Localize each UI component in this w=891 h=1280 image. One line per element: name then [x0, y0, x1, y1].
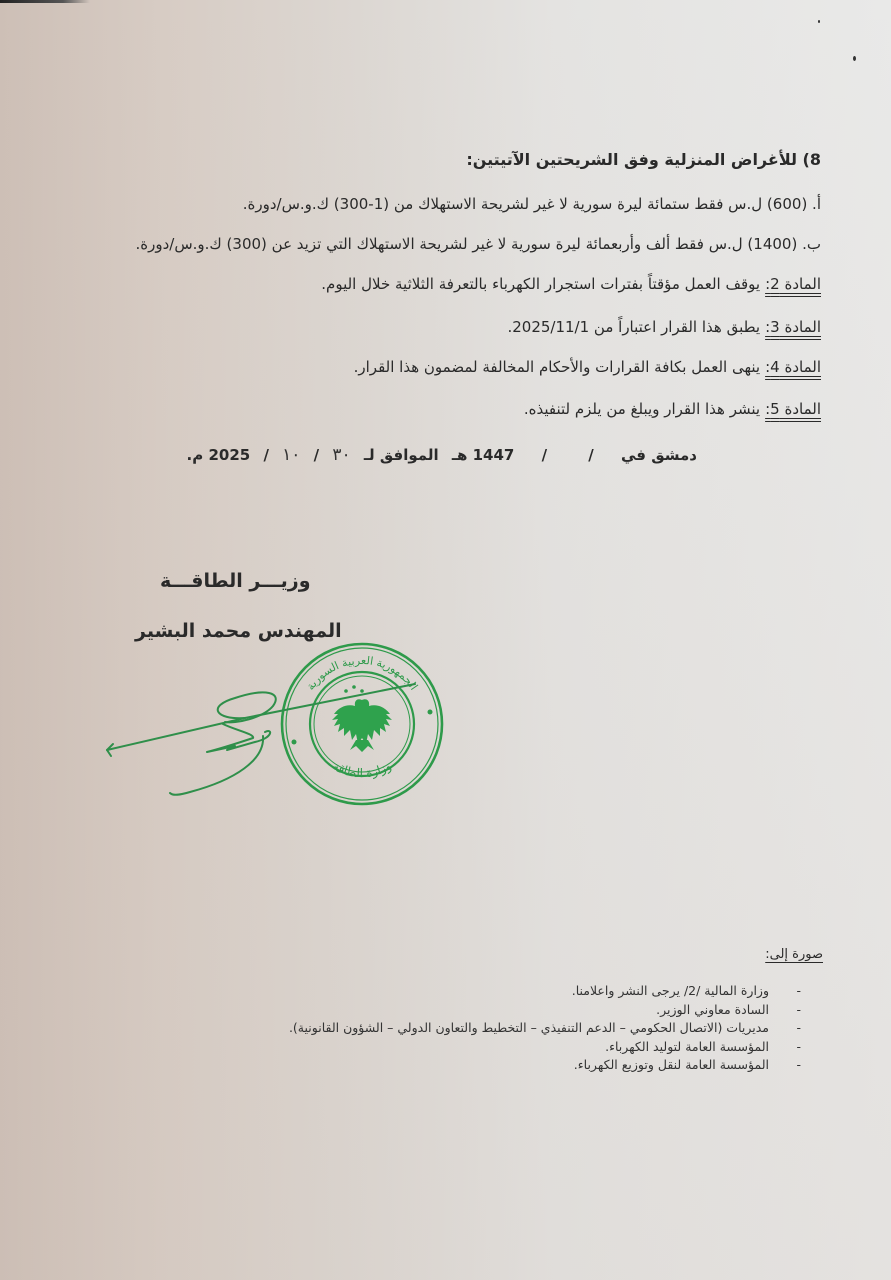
- cc-item: [289, 1001, 801, 1020]
- handwritten-month: ١٠: [282, 445, 301, 465]
- article-2-label: المادة 2:: [765, 275, 821, 293]
- paper-speck: [818, 20, 820, 23]
- photo-edge-shadow: [0, 0, 90, 3]
- list-bullet: -: [796, 1038, 801, 1054]
- date-sep: /: [313, 446, 320, 464]
- list-bullet: -: [796, 1020, 801, 1035]
- cc-list: [289, 982, 801, 1075]
- cc-item: [289, 1038, 801, 1057]
- paper-speck: [853, 56, 856, 61]
- minister-title: وزيـــر الطاقـــة: [160, 570, 311, 592]
- article-5-text: ينشر هذا القرار ويبلغ من يلزم لتنفيذه.: [523, 400, 761, 418]
- article-3-text: يطبق هذا القرار اعتباراً من 2025/11/1.: [507, 318, 761, 336]
- list-bullet: -: [796, 1057, 801, 1072]
- cc-item: [289, 1056, 801, 1075]
- stamp-top-text: الجمهورية العربية السورية: [303, 653, 421, 693]
- item-8-heading: 8) للأغراض المنزلية وفق الشريحتين الآتيتين:: [466, 150, 821, 169]
- article-3: [507, 318, 821, 336]
- handwritten-signature-icon: [95, 680, 425, 810]
- article-4-label: المادة 4:: [765, 358, 821, 376]
- cc-item-text: المؤسسة العامة لنقل وتوزيع الكهرباء.: [573, 1057, 769, 1072]
- cc-item-text: السادة معاوني الوزير.: [656, 1001, 769, 1017]
- cc-title: صورة إلى:: [765, 947, 823, 962]
- article-2-text: يوقف العمل مؤقتاً بفترات استجرار الكهرباء بالتعرفة الثلاثية خلال اليوم.: [321, 275, 761, 293]
- article-4: [354, 358, 821, 376]
- date-corresponding: الموافق لـ: [363, 446, 439, 464]
- cc-item-text: وزارة المالية /2/ يرجى النشر واعلامنا.: [571, 983, 769, 998]
- cc-item: [289, 1019, 801, 1038]
- stamp-bottom-text: وزارة الطاقة: [330, 758, 394, 781]
- date-sep: /: [588, 446, 594, 464]
- cc-item-text: المؤسسة العامة لتوليد الكهرباء.: [605, 1038, 769, 1054]
- tier-a: أ. (600) ل.س فقط ستمائة ليرة سورية لا غير لشريحة الاستهلاك من (1-300) ك.و.س/دورة.: [242, 195, 821, 213]
- cc-item: [289, 982, 801, 1001]
- date-sep: /: [541, 446, 548, 464]
- article-5: [524, 400, 821, 418]
- hijri-year: 1447 هـ: [451, 446, 515, 464]
- list-bullet: -: [796, 983, 801, 998]
- tier-b: ب. (1400) ل.س فقط ألف وأربعمائة ليرة سورية لا غير لشريحة الاستهلاك التي تزيد عن (300) ك.و.س/دورة.: [135, 235, 821, 253]
- article-3-label: المادة 3:: [765, 318, 821, 336]
- date-sep: /: [263, 446, 269, 464]
- date-line: [183, 445, 701, 465]
- date-place: دمشق في: [621, 446, 697, 464]
- cc-item-text: مديريات (الاتصال الحكومي – الدعم التنفيذي – التخطيط والتعاون الدولي – الشؤون القانونية).: [288, 1020, 769, 1035]
- gregorian-year: 2025 م.: [186, 446, 251, 464]
- handwritten-day: ٣٠: [332, 445, 351, 465]
- minister-name: المهندس محمد البشير: [135, 620, 342, 642]
- list-bullet: -: [796, 1001, 801, 1017]
- article-5-label: المادة 5:: [765, 400, 821, 418]
- article-2: [321, 275, 821, 293]
- article-4-text: ينهى العمل بكافة القرارات والأحكام المخالفة لمضمون هذا القرار.: [353, 358, 761, 376]
